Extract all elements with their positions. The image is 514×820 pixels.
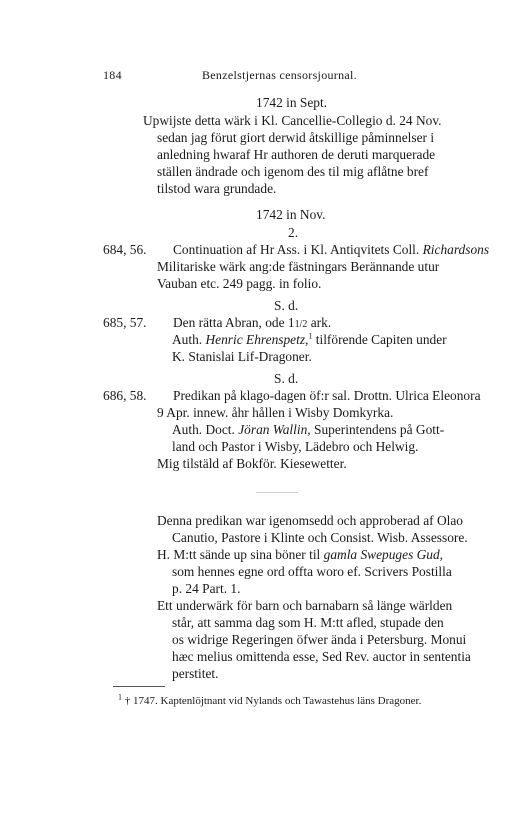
author-name: Jöran Wallin, bbox=[238, 422, 311, 437]
text-line: os widrige Regeringen öfwer ända i Petersburg. Monui bbox=[172, 632, 467, 647]
text-line: land och Pastor i Wisby, Lädebro och Helwig. bbox=[172, 439, 419, 454]
entry-number: 684, 56. bbox=[103, 242, 147, 257]
text-line: Militariske wärk ang:de fästningars Berännande utur bbox=[157, 259, 440, 274]
text-line: anledning hwaraf Hr authoren de deruti marquerade bbox=[157, 147, 436, 162]
entry-title-text: Continuation af Hr Ass. i Kl. Antiqvitets Coll. bbox=[173, 242, 420, 257]
text-line: Ett underwärk för barn och barnabarn så länge wärlden bbox=[157, 598, 453, 613]
text-line: Vauban etc. 249 pagg. in folio. bbox=[157, 276, 322, 291]
running-title: Benzelstjernas censorsjournal. bbox=[202, 68, 357, 82]
text-line: p. 24 Part. 1. bbox=[172, 581, 241, 596]
author-desc: Superintendens på Gott- bbox=[314, 422, 445, 437]
text-line: perstitet. bbox=[172, 666, 219, 681]
footnote bbox=[118, 692, 421, 710]
author-line bbox=[172, 421, 444, 439]
auth-label: Auth. Doct. bbox=[172, 422, 235, 437]
section-divider bbox=[256, 492, 298, 493]
entry-title-suffix: ark. bbox=[310, 315, 332, 330]
text-line: sedan jag förut giort derwid åtskillige påminnelser i bbox=[157, 130, 435, 145]
section-number: 2. bbox=[288, 225, 299, 240]
italic-phrase: gamla Swериges Gud, bbox=[323, 547, 444, 562]
page-number: 184 bbox=[103, 68, 122, 82]
sd-heading: S. d. bbox=[274, 298, 299, 313]
auth-label: Auth. bbox=[172, 332, 203, 347]
fraction: 1/2 bbox=[294, 319, 308, 330]
footnote-text: † 1747. Kaptenlöjtnant vid Nylands och Tawastehus läns Dragoner. bbox=[124, 695, 422, 707]
text-line bbox=[157, 546, 443, 564]
author-name: Henric Ehrenspetz, bbox=[205, 332, 309, 347]
author-line bbox=[172, 331, 447, 349]
entry-title-text: Den rätta Abran, ode 1 bbox=[173, 315, 295, 330]
author-desc: tilförende Capiten under bbox=[315, 332, 447, 347]
text-line: Denna predikan war igenomsedd och approberad af Olao bbox=[157, 513, 464, 528]
text-line: ställen ändrade och igenom des til mig aflåtne bref bbox=[157, 164, 429, 179]
text-line: som hennes egne ord offta woro ef. Scrivers Postilla bbox=[172, 564, 452, 579]
footnote-mark: 1 bbox=[118, 692, 122, 702]
footnote-rule bbox=[113, 686, 165, 687]
text-line: Canutio, Pastore i Klinte och Consist. Wisb. Assessore. bbox=[172, 530, 468, 545]
entry-title: Predikan på klago-dagen öf:r sal. Drottn. Ulrica Eleonora bbox=[173, 388, 481, 403]
text-line: Upwijste detta wärk i Kl. Cancellie-Collegio d. 24 Nov. bbox=[143, 113, 442, 128]
text-span: H. M:tt sände up sina böner til bbox=[157, 547, 321, 562]
text-line: hæc melius omittenda esse, Sed Rev. auctor in sententia bbox=[172, 649, 471, 664]
date-heading: 1742 in Sept. bbox=[256, 95, 328, 110]
text-line: står, att samma dag som H. M:tt afled, stupade den bbox=[172, 615, 444, 630]
sd-heading: S. d. bbox=[274, 371, 299, 386]
text-line: Mig tilstäld af Bokför. Kiesewetter. bbox=[157, 456, 347, 471]
footnote-mark: 1 bbox=[308, 331, 313, 341]
author-name: Richardsons bbox=[422, 242, 490, 257]
text-line: tilstod wara grundade. bbox=[157, 181, 277, 196]
date-heading: 1742 in Nov. bbox=[256, 207, 326, 222]
text-line: K. Stanislai Lif-Dragoner. bbox=[172, 349, 312, 364]
text-line: 9 Apr. innew. åhr hållen i Wisby Domkyrka. bbox=[157, 405, 394, 420]
entry-number: 685, 57. bbox=[103, 315, 147, 330]
entry-title bbox=[173, 241, 489, 259]
entry-number: 686, 58. bbox=[103, 388, 147, 403]
